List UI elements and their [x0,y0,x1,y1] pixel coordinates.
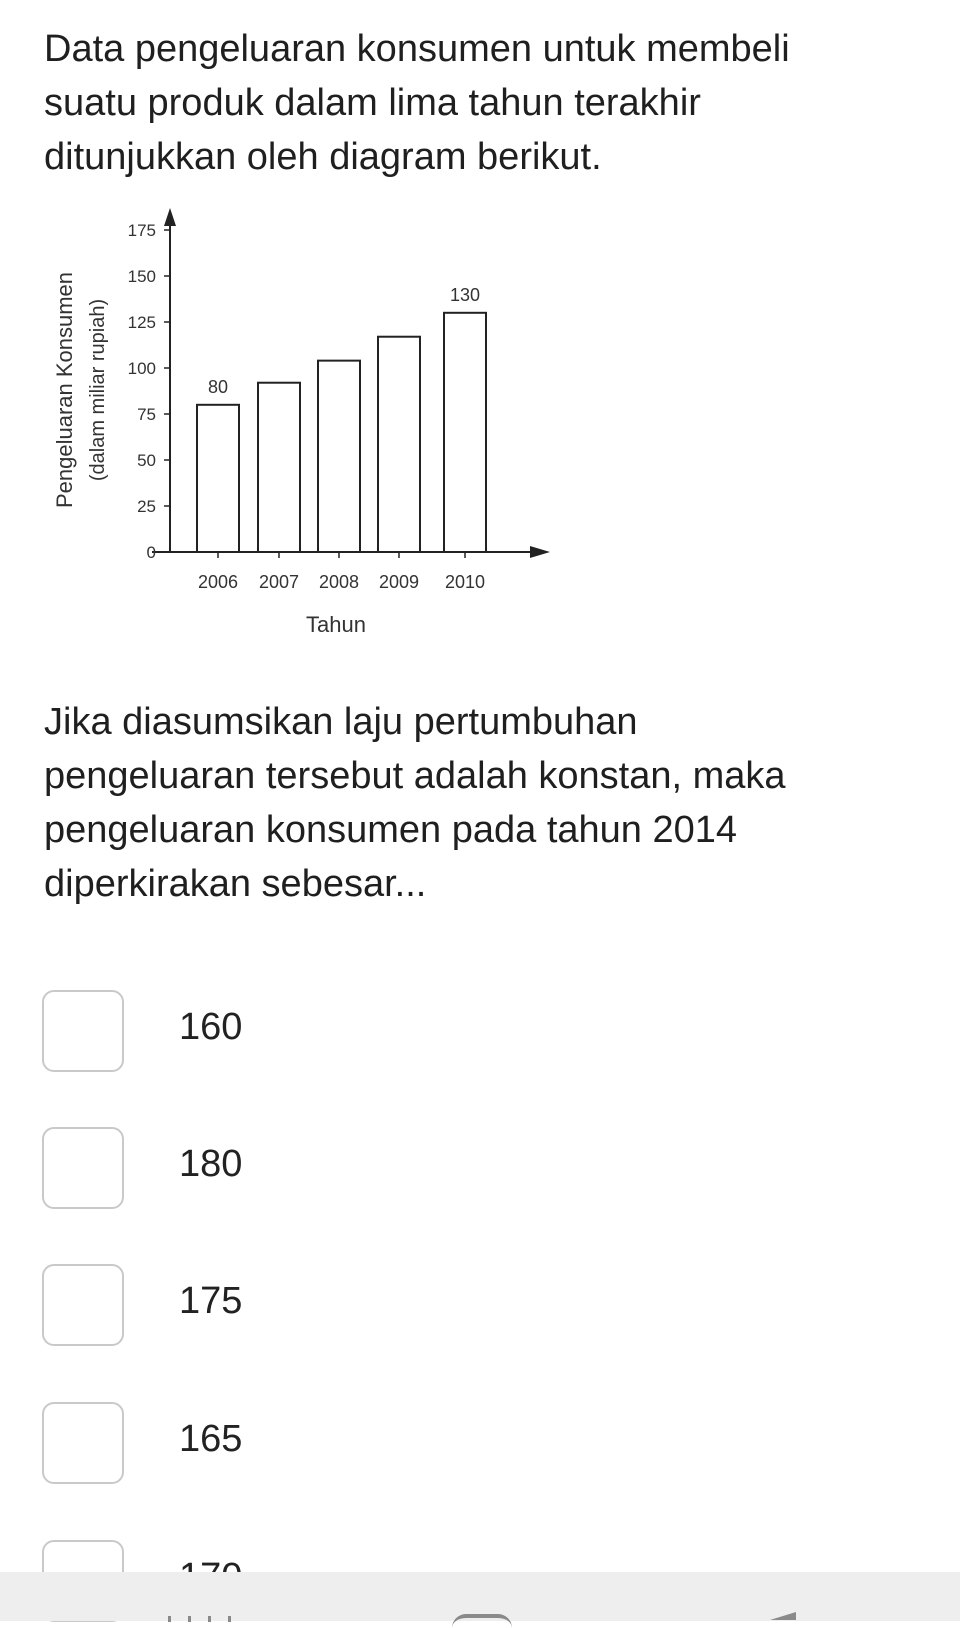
checkbox-icon[interactable] [42,1127,124,1209]
question-prompt-line: pengeluaran tersebut adalah konstan, maka [44,755,786,797]
x-tick-label: 2010 [444,572,486,592]
bar-data-label: 130 [449,284,481,305]
y-tick-label: 25 [137,497,156,516]
navigation-bar [0,1572,960,1621]
answer-option-label: 180 [179,1143,243,1185]
checkbox-icon[interactable] [42,990,124,1072]
answer-option-label: 165 [179,1418,243,1460]
question-intro-line: ditunjukkan oleh diagram berikut. [44,136,602,178]
x-tick-label: 2009 [378,572,420,592]
bar [258,383,300,552]
bar [378,337,420,552]
home-icon[interactable] [452,1614,512,1628]
bar-chart [30,200,590,670]
checkbox-icon[interactable] [42,1264,124,1346]
question-prompt-line: diperkirakan sebesar... [44,863,427,905]
y-tick-label: 50 [137,451,156,470]
bar-data-label: 80 [207,376,229,397]
answer-option-180[interactable] [42,1127,922,1211]
question-prompt-line: pengeluaran konsumen pada tahun 2014 [44,809,738,851]
answer-option-160[interactable] [42,990,922,1074]
answer-option-label: 175 [179,1280,243,1322]
x-tick-label: 2007 [258,572,300,592]
menu-icon[interactable] [168,1616,248,1622]
y-axis-arrow-icon [164,208,176,226]
y-tick-label: 75 [137,405,156,424]
question-intro [44,22,944,184]
y-axis-title: Pengeluaran Konsumen [52,271,77,509]
question-intro-line: suatu produk dalam lima tahun terakhir [44,82,701,124]
bar [197,405,239,552]
bar-chart-svg [30,200,590,670]
answer-option-label: 160 [179,1006,243,1048]
y-tick-label: 150 [127,267,156,286]
x-tick-label: 2006 [197,572,239,592]
answer-option-175[interactable] [42,1264,922,1348]
y-tick-label: 0 [146,543,156,562]
x-tick-label: 2008 [318,572,360,592]
x-axis-title: Tahun [306,612,366,637]
answer-option-165[interactable] [42,1402,922,1486]
y-tick-label: 100 [127,359,156,378]
checkbox-icon[interactable] [42,1402,124,1484]
y-axis-subtitle: (dalam miliar rupiah) [87,298,109,482]
y-tick-label: 125 [127,313,156,332]
question-prompt-line: Jika diasumsikan laju pertumbuhan [44,701,638,743]
y-tick-label: 175 [127,221,156,240]
question-intro-line: Data pengeluaran konsumen untuk membeli [44,28,790,70]
back-icon[interactable] [770,1612,796,1620]
bar [444,313,486,552]
x-axis-arrow-icon [530,546,550,558]
question-prompt [44,695,944,911]
bar [318,361,360,552]
